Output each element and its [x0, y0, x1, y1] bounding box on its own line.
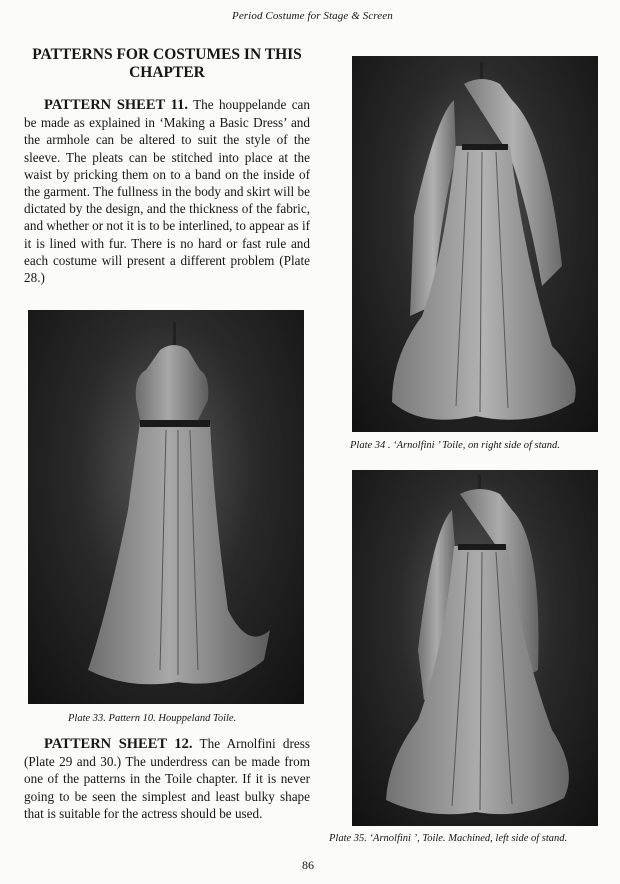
plate-35-photo [352, 470, 598, 826]
section-title: PATTERNS FOR COSTUMES IN THIS CHAPTER [32, 46, 302, 81]
paragraph-lead: PATTERN SHEET 12. [44, 736, 193, 752]
paragraph-text: The Arnolfini dress (Plate 29 and 30.) The underdress can be made from one of the patterns in the Toile chapter. If it is never going to be seen the simplest and least bulky shape that is suitable for the actress should be used. [24, 736, 311, 821]
running-header: Period Costume for Stage & Screen [232, 10, 393, 22]
plate-33-caption: Plate 33. Pattern 10. Houppeland Toile. [68, 713, 237, 724]
plate-34-photo [352, 56, 598, 432]
page-number: 86 [302, 858, 314, 872]
pattern-sheet-12-paragraph [24, 735, 310, 822]
paragraph-text: The houppelande can be made as explained in ‘Making a Basic Dress’ and the armhole can be altered to suit the style of the sleeve. The pleats can be stitched into place at the waist by pricking them on to a band on the inside of the garment. The fullness in the body and skirt will be dictated by the design, and the thickness of the fabric, and whether or not it is to be interlined, to appear as if it is lined with fur. There is no hard or fast rule and each costume will present a different problem (Plate 28.) [24, 97, 311, 286]
paragraph-lead: PATTERN SHEET 11. [44, 97, 188, 113]
plate-35-caption: Plate 35. ‘Arnolfini ’, Toile. Machined, left side of stand. [329, 833, 568, 844]
plate-34-caption: Plate 34 . ‘Arnolfini ’ Toile, on right side of stand. [350, 440, 560, 451]
pattern-sheet-11-paragraph [24, 96, 310, 286]
plate-33-photo [28, 310, 304, 704]
